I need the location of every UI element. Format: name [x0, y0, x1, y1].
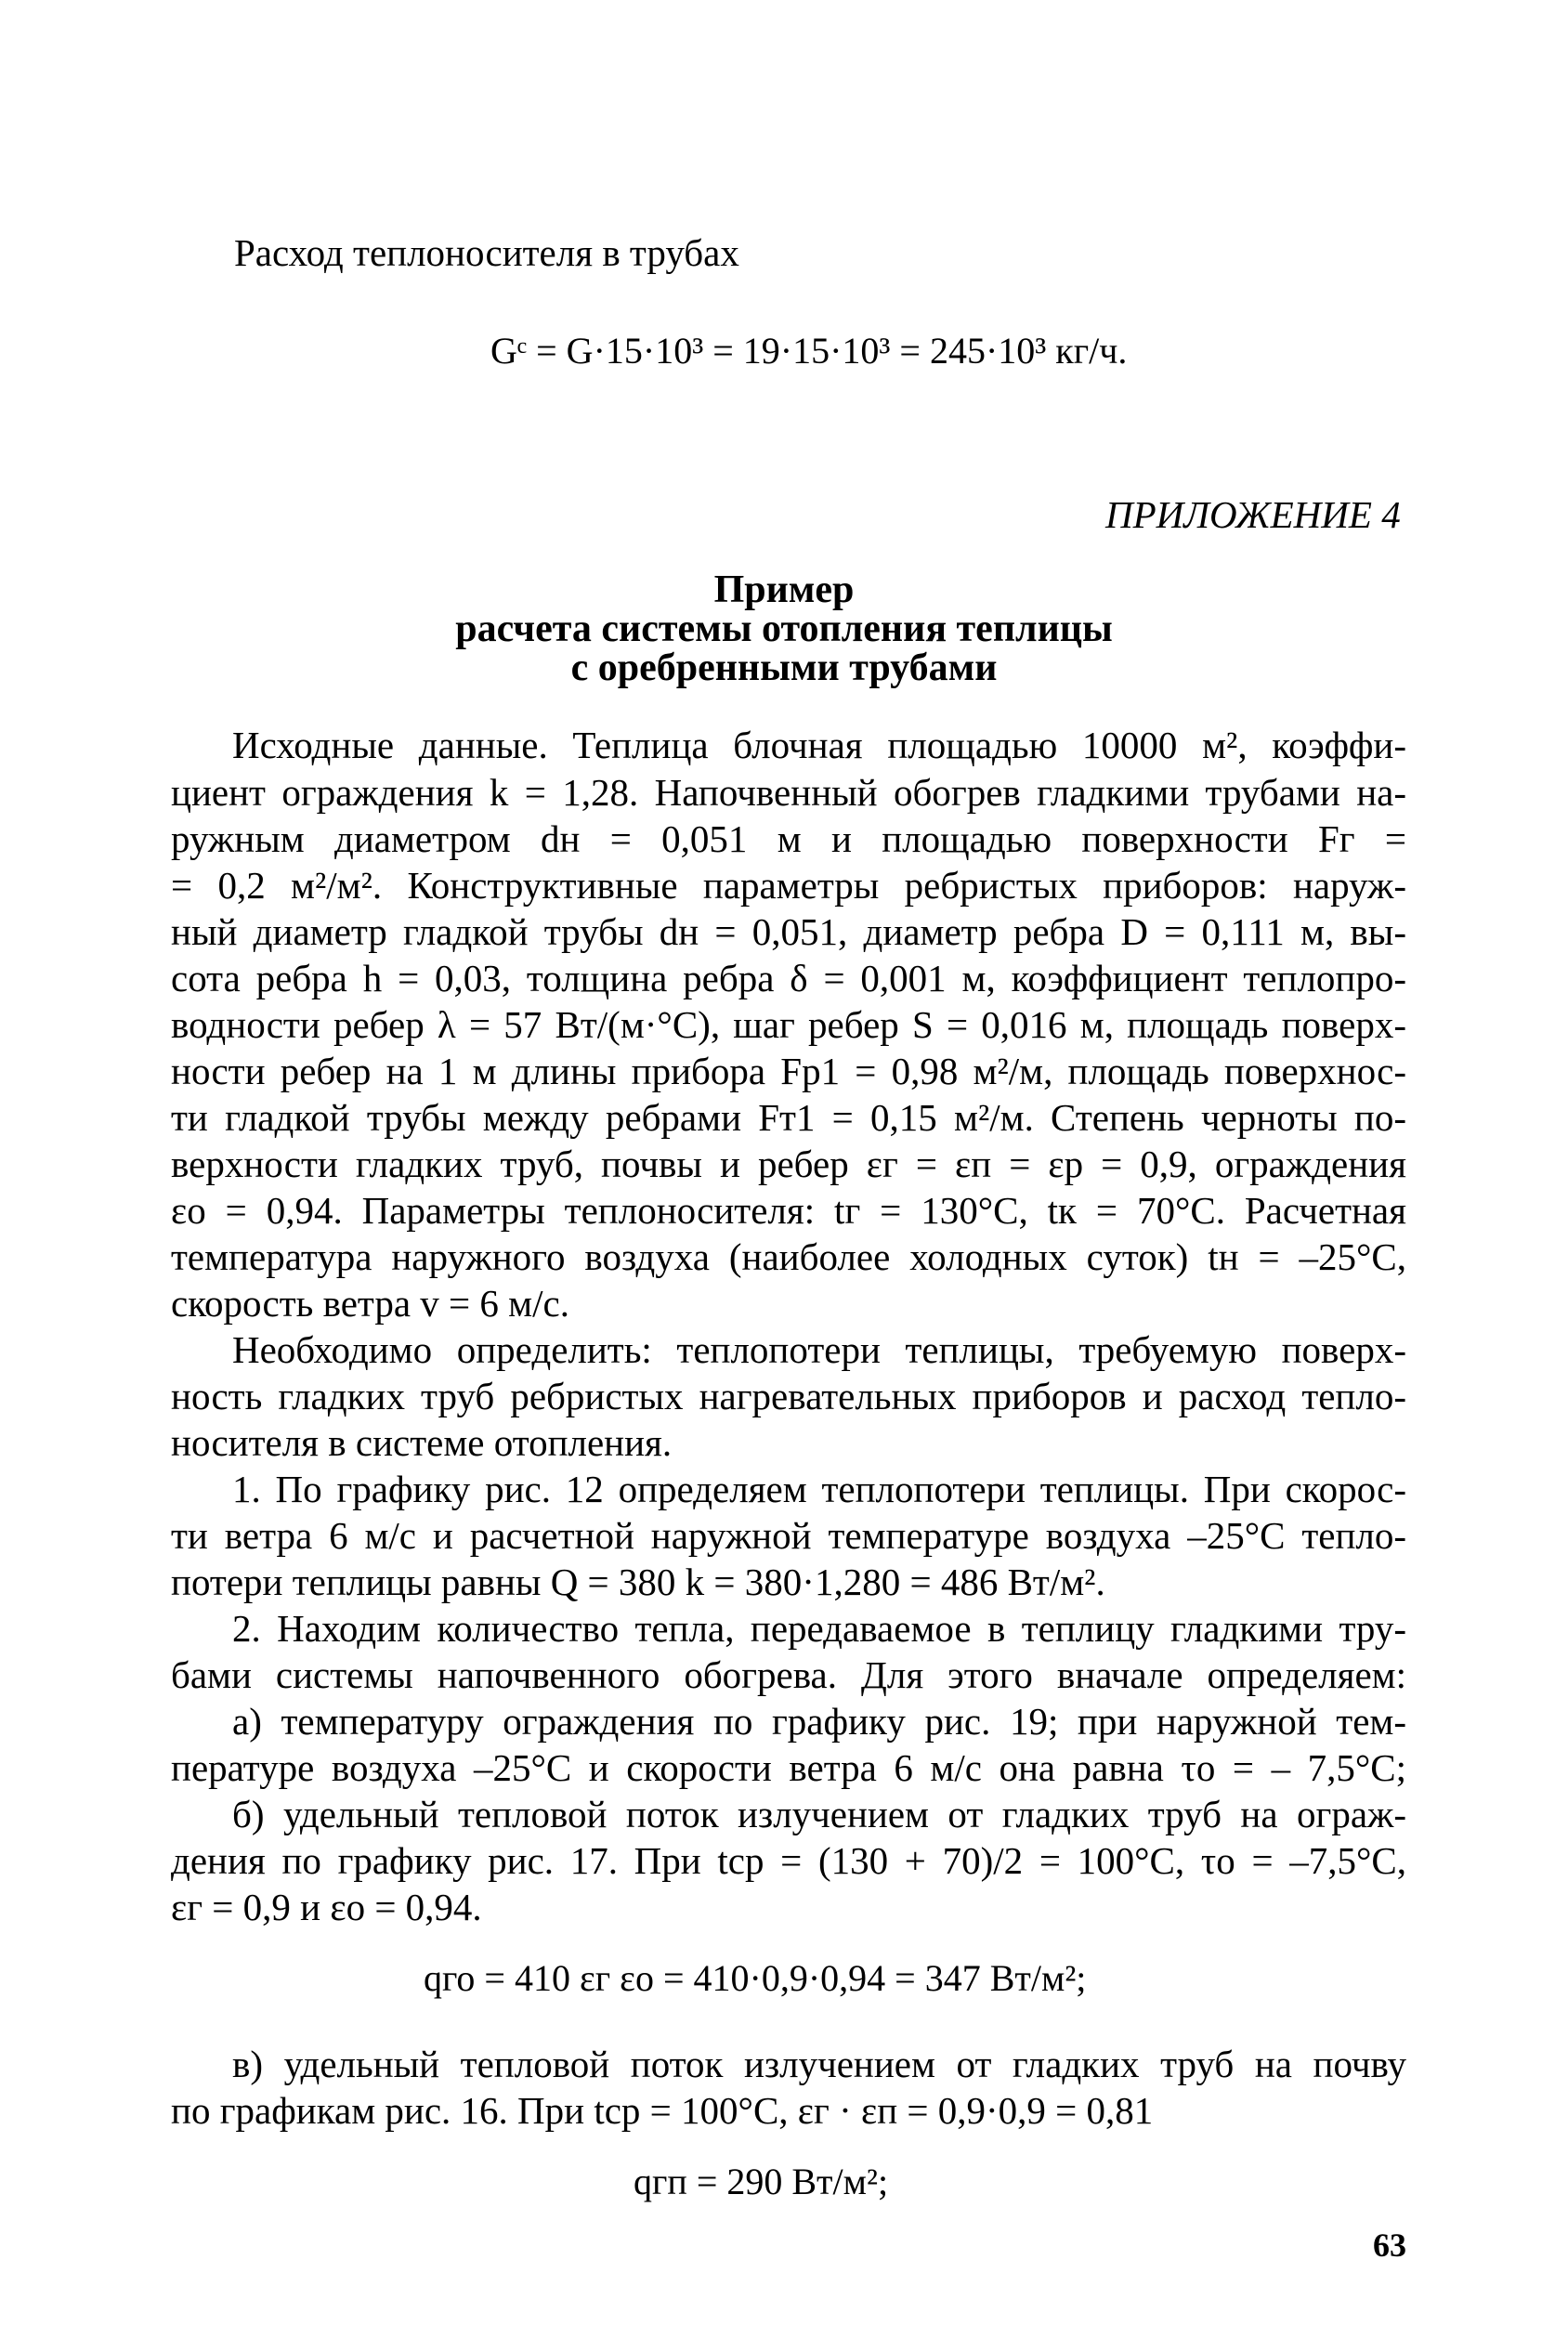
body-line: ружным диаметром dн = 0,051 м и площадью поверхности Fг =	[171, 817, 1406, 860]
body-line: ти ветра 6 м/с и расчетной наружной температуре воздуха –25°С тепло-	[171, 1514, 1406, 1557]
formula-gc: Gᶜ = G·15·10³ = 19·15·10³ = 245·10³ кг/ч.	[490, 330, 1128, 372]
formula-qgo: qго = 410 εг εо = 410·0,9·0,94 = 347 Вт/м²;	[424, 1957, 1087, 1999]
body-line: Исходные данные. Теплица блочная площадью 10000 м², коэффи-	[232, 724, 1406, 766]
body-line: ность гладких труб ребристых нагревательных приборов и расход тепло-	[171, 1375, 1406, 1417]
body-line: сота ребра h = 0,03, толщина ребра δ = 0,001 м, коэффициент теплопро-	[171, 957, 1406, 999]
intro-text: Расход теплоносителя в трубах	[234, 231, 739, 274]
body-line: дения по графику рис. 17. При tср = (130 + 70)/2 = 100°С, τо = –7,5°С,	[171, 1839, 1406, 1882]
body-line: циент ограждения k = 1,28. Напочвенный обогрев гладкими трубами на-	[171, 771, 1406, 814]
body-line: носителя в системе отопления.	[171, 1421, 673, 1464]
body-line: верхности гладких труб, почвы и ребер εг = εп = εр = 0,9, ограждения	[171, 1143, 1406, 1185]
body-line: 2. Находим количество тепла, передаваемое в теплицу гладкими тру-	[232, 1607, 1406, 1650]
body-line: в) удельный тепловой поток излучением от гладких труб на почву	[232, 2043, 1406, 2085]
body-line: = 0,2 м²/м². Конструктивные параметры ребристых приборов: наруж-	[171, 864, 1406, 907]
body-line: потери теплицы равны Q = 380 k = 380·1,280 = 486 Вт/м².	[171, 1561, 1105, 1603]
formula-qgp: qгп = 290 Вт/м²;	[634, 2161, 889, 2202]
appendix-title-1: Пример	[713, 568, 855, 611]
body-line: скорость ветра v = 6 м/с.	[171, 1282, 569, 1325]
appendix-title-3: с оребренными трубами	[570, 647, 998, 689]
body-line: εг = 0,9 и εо = 0,94.	[171, 1886, 482, 1928]
page-number: 63	[1373, 2227, 1406, 2264]
body-line: б) удельный тепловой поток излучением от гладких труб на ограж-	[232, 1793, 1406, 1835]
body-line: ный диаметр гладкой трубы dн = 0,051, диаметр ребра D = 0,111 м, вы-	[171, 910, 1406, 953]
body-line: εо = 0,94. Параметры теплоносителя: tг = 130°С, tк = 70°С. Расчетная	[171, 1189, 1406, 1232]
appendix-title-2: расчета системы отопления теплицы	[455, 607, 1113, 650]
body-line: пературе воздуха –25°С и скорости ветра 6 м/с она равна τо = – 7,5°С;	[171, 1746, 1406, 1789]
body-line: а) температуру ограждения по графику рис. 19; при наружной тем-	[232, 1700, 1406, 1743]
body-line: ти гладкой трубы между ребрами Fт1 = 0,15 м²/м. Степень черноты по-	[171, 1096, 1406, 1139]
body-line: температура наружного воздуха (наиболее холодных суток) tн = –25°С,	[171, 1235, 1406, 1278]
body-line: Необходимо определить: теплопотери теплицы, требуемую поверх-	[232, 1328, 1406, 1371]
appendix-label: ПРИЛОЖЕНИЕ 4	[1105, 493, 1401, 536]
body-line: ности ребер на 1 м длины прибора Fр1 = 0,98 м²/м, площадь поверхнос-	[171, 1050, 1406, 1092]
body-line: водности ребер λ = 57 Вт/(м·°С), шаг ребер S = 0,016 м, площадь поверх-	[171, 1003, 1406, 1046]
body-line: бами системы напочвенного обогрева. Для этого вначале определяем:	[171, 1653, 1406, 1696]
body-line: 1. По графику рис. 12 определяем теплопотери теплицы. При скорос-	[232, 1468, 1406, 1510]
body-line: по графикам рис. 16. При tср = 100°С, εг · εп = 0,9·0,9 = 0,81	[171, 2089, 1154, 2132]
